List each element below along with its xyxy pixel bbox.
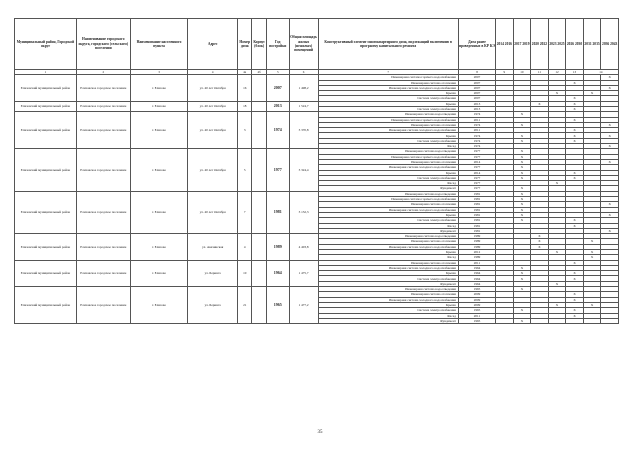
previous-repair-date: 1964 [458,271,495,276]
previous-repair-date: 1977 [458,154,495,159]
building-year: 1981 [266,191,289,233]
column-header: 2023 2025 [548,19,566,70]
previous-repair-date: 2007 [458,80,495,85]
building-settlement: Елизовское городское поселение [76,149,130,191]
element-name: Инженерная система холодного водоснабжения [318,128,458,133]
building-district: Елизовский муниципальный район [15,112,77,149]
element-name: Фасад [318,223,458,228]
previous-repair-date: 2009 [458,297,495,302]
previous-repair-date: 1974 [458,144,495,149]
building-district: Елизовский муниципальный район [15,101,77,112]
period-mark: X [566,223,584,228]
period-mark: X [566,96,584,101]
period-mark: X [513,202,531,207]
period-mark: X [513,212,531,217]
building-street: ул. 40 лет Октября [188,149,238,191]
building-street: ул. Беринга [188,260,238,286]
previous-repair-date: 1981 [458,212,495,217]
previous-repair-date: 2014 [458,170,495,175]
element-name: Инженерная система горячего водоснабжения [318,75,458,80]
element-name: Фасад [318,144,458,149]
element-name: Крыша [318,170,458,175]
period-mark: X [513,170,531,175]
period-mark: X [548,302,566,307]
period-mark: X [601,228,619,233]
period-mark: X [513,318,531,323]
period-mark: X [513,218,531,223]
period-mark: X [566,308,584,313]
element-name: Система электроснабжения [318,308,458,313]
building-year: 1974 [266,112,289,149]
building-korpus [252,260,266,286]
previous-repair-date: 1974 [458,133,495,138]
period-mark: X [513,287,531,292]
column-number: 8 [458,70,495,75]
building-korpus [252,112,266,149]
building-area: 4 403,8 [289,234,318,260]
element-name: Крыша [318,133,458,138]
column-number: 9 [496,70,514,75]
period-mark [566,318,584,323]
period-mark: X [513,138,531,143]
building-settlement: Елизовское городское поселение [76,234,130,260]
building-street: ул. 40 лет Октября [188,75,238,101]
period-mark: X [566,106,584,111]
element-name: Инженерная система отопления [318,239,458,244]
element-name: Инженерная система горячего водоснабжения [318,154,458,159]
period-mark: X [513,133,531,138]
building-street: ул. Беринга [188,287,238,324]
building-settlement: Елизовское городское поселение [76,287,130,324]
period-mark: X [566,218,584,223]
building-settlement: Елизовское городское поселение [76,75,130,101]
element-name: Инженерная система водоотведения [318,234,458,239]
previous-repair-date: 2007 [458,85,495,90]
building-locality: г. Елизово [130,234,188,260]
building-district: Елизовский муниципальный район [15,287,77,324]
period-mark: X [566,101,584,106]
period-mark: X [566,271,584,276]
column-header: 2031 2035 [583,19,601,70]
element-name: Инженерная система холодного водоснабжения [318,244,458,249]
building-house: 7 [237,191,251,233]
previous-repair-date: 1989 [458,255,495,260]
building-district: Елизовский муниципальный район [15,75,77,101]
period-mark: X [601,133,619,138]
element-name: Крыша [318,271,458,276]
building-area: 3 324,4 [289,149,318,191]
period-mark: X [601,202,619,207]
period-mark: X [548,250,566,255]
building-korpus [252,234,266,260]
element-name: Инженерная система водоотведения [318,287,458,292]
element-name: Система электроснабжения [318,138,458,143]
building-area: 1 498,2 [289,75,318,101]
previous-repair-date: 2013 [458,106,495,111]
period-mark: X [531,244,549,249]
previous-repair-date: 1981 [458,218,495,223]
building-locality: г. Елизово [130,149,188,191]
building-settlement: Елизовское городское поселение [76,101,130,112]
element-name: Система электроснабжения [318,175,458,180]
element-name: Система электроснабжения [318,106,458,111]
building-house: 3 [237,112,251,149]
previous-repair-date: 2011 [458,313,495,318]
period-mark: X [513,271,531,276]
element-name: Инженерная система отопления [318,122,458,127]
period-mark [548,318,566,323]
column-number: 12 [548,70,566,75]
element-name: Крыша [318,91,458,96]
building-locality: г. Елизово [130,101,188,112]
column-header: Корпус (блок) [252,19,266,70]
column-number: 2 [76,70,130,75]
element-name: Инженерная система водоотведения [318,112,458,117]
column-header: 2014 2016 [496,19,514,70]
period-mark: X [566,170,584,175]
building-district: Елизовский муниципальный район [15,234,77,260]
previous-repair-date: 2009 [458,292,495,297]
building-korpus [252,149,266,191]
previous-repair-date: 1974 [458,138,495,143]
period-mark: X [531,239,549,244]
period-mark: X [513,149,531,154]
element-name: Инженерная система холодного водоснабжения [318,265,458,270]
element-name: Инженерная система горячего водоснабжения [318,117,458,122]
period-mark: X [531,234,549,239]
period-mark: X [513,186,531,191]
building-korpus [252,287,266,324]
building-year: 2007 [266,75,289,101]
column-header: 2017 2019 [513,19,531,70]
period-mark: X [566,276,584,281]
previous-repair-date: 2011 [458,117,495,122]
period-mark [531,318,549,323]
column-header: Муниципальный район, Городской округ [15,19,77,70]
previous-repair-date: 2011 [458,128,495,133]
building-settlement: Елизовское городское поселение [76,260,130,286]
column-number: 7 [318,70,458,75]
previous-repair-date: 2011 [458,260,495,265]
element-name: Инженерная система отопления [318,260,458,265]
previous-repair-date: 1964 [458,276,495,281]
building-house: 21 [237,287,251,324]
building-year: 1977 [266,149,289,191]
building-settlement: Елизовское городское поселение [76,191,130,233]
column-header: Конструктивный элемент многоквартирного дома, подлежащий включению в программу капитального ремонта [318,19,458,70]
building-year: 1964 [266,260,289,286]
period-mark: X [513,165,531,170]
column-number: 10 [513,70,531,75]
element-name: Фундамент [318,281,458,286]
building-area: 3 370,8 [289,112,318,149]
previous-repair-date: 1981 [458,197,495,202]
period-mark: X [583,250,601,255]
previous-repair-date: 1977 [458,175,495,180]
element-name: Инженерная система холодного водоснабжения [318,207,458,212]
building-street: ул. 40 лет Октября [188,101,238,112]
building-district: Елизовский муниципальный район [15,149,77,191]
column-number: 6 [289,70,318,75]
element-name: Инженерная система отопления [318,80,458,85]
period-mark: X [566,117,584,122]
column-header: Наименование городского округа, городского (сельского) поселения [76,19,130,70]
period-mark [496,318,514,323]
previous-repair-date: 1974 [458,122,495,127]
previous-repair-date: 1977 [458,165,495,170]
element-name: Крыша [318,212,458,217]
column-number: 4 [188,70,238,75]
building-year: 1989 [266,234,289,260]
previous-repair-date: 1981 [458,223,495,228]
element-name: Инженерная система отопления [318,202,458,207]
period-mark: X [513,197,531,202]
previous-repair-date: 1989 [458,244,495,249]
period-mark: X [531,101,549,106]
column-number: 5 [266,70,289,75]
previous-repair-date: 1989 [458,239,495,244]
element-name: Система электроснабжения [318,96,458,101]
previous-repair-date: 1977 [458,149,495,154]
building-area: 1 524,7 [289,101,318,112]
building-locality: г. Елизово [130,112,188,149]
column-number: 11 [531,70,549,75]
column-header: 2026 2030 [566,19,584,70]
building-district: Елизовский муниципальный район [15,191,77,233]
building-year: 2013 [266,101,289,112]
building-house: 18 [237,101,251,112]
previous-repair-date: 2007 [458,96,495,101]
previous-repair-date: 2007 [458,91,495,96]
previous-repair-date: 2009 [458,302,495,307]
building-korpus [252,101,266,112]
period-mark: X [566,128,584,133]
element-name: Фасад [318,313,458,318]
building-street: ул. Авачинская [188,234,238,260]
previous-repair-date: 1981 [458,228,495,233]
element-name: Крыша [318,101,458,106]
previous-repair-date: 1977 [458,186,495,191]
previous-repair-date: 1981 [458,207,495,212]
building-house: 16 [237,75,251,101]
building-year: 1965 [266,287,289,324]
previous-repair-date: 1965 [458,287,495,292]
element-name: Инженерная система водоотведения [318,191,458,196]
period-mark: X [566,313,584,318]
element-name: Инженерная система отопления [318,292,458,297]
previous-repair-date: 2012 [458,250,495,255]
previous-repair-date: 2007 [458,75,495,80]
period-mark: X [601,122,619,127]
table-header [15,19,619,75]
previous-repair-date: 1964 [458,265,495,270]
period-mark: X [566,80,584,85]
previous-repair-date: 1989 [458,234,495,239]
previous-repair-date: 1977 [458,181,495,186]
element-name: Инженерная система горячего водоснабжения [318,197,458,202]
period-mark: X [583,255,601,260]
element-name: Инженерная система холодного водоснабжения [318,85,458,90]
period-mark: X [548,181,566,186]
column-header: Наименование населенного пункта [130,19,188,70]
period-mark: X [513,207,531,212]
building-street: ул. 40 лет Октября [188,191,238,233]
period-mark: X [583,239,601,244]
element-name: Крыша [318,302,458,307]
previous-repair-date: 1981 [458,202,495,207]
period-mark: X [601,75,619,80]
period-mark: X [513,154,531,159]
building-locality: г. Елизово [130,191,188,233]
column-number: 3 [130,70,188,75]
building-settlement: Елизовское городское поселение [76,112,130,149]
building-district: Елизовский муниципальный район [15,260,77,286]
period-mark: X [601,85,619,90]
column-header: Адрес [188,19,238,70]
column-header: Дата ранее проведенных в КР КЭ [458,19,495,70]
period-mark: X [566,297,584,302]
column-header: Год постройки [266,19,289,70]
building-korpus [252,75,266,101]
period-mark: X [566,260,584,265]
building-korpus [252,191,266,233]
previous-repair-date: 1965 [458,318,495,323]
building-house: 4 [237,234,251,260]
period-mark: X [601,144,619,149]
element-name: Инженерная система отопления [318,159,458,164]
building-house: 10 [237,260,251,286]
element-name: Фундамент [318,228,458,233]
column-header: 2036 2043 [601,19,619,70]
element-name: Система электроснабжения [318,276,458,281]
period-mark: X [513,175,531,180]
period-mark: X [601,212,619,217]
period-mark: X [548,91,566,96]
capital-repair-table [14,18,619,324]
column-number: 13 [566,70,584,75]
column-number: 1 [15,70,77,75]
period-mark: X [513,308,531,313]
column-header: Номер дома [237,19,251,70]
previous-repair-date: 1965 [458,308,495,313]
previous-repair-date: 1974 [458,112,495,117]
period-mark: X [566,292,584,297]
period-mark: X [513,265,531,270]
period-mark: X [583,91,601,96]
building-locality: г. Елизово [130,75,188,101]
element-name: Фасад [318,255,458,260]
page-number: 35 [317,430,323,435]
building-locality: г. Елизово [130,287,188,324]
element-name: Фасад [318,181,458,186]
element-name: Крыша [318,250,458,255]
period-mark [601,318,619,323]
previous-repair-date: 1981 [458,191,495,196]
period-mark: X [601,159,619,164]
previous-repair-date: 2013 [458,101,495,106]
column-number: 4а [237,70,251,75]
building-area: 1 475,7 [289,260,318,286]
column-number: 14 [583,70,618,75]
period-mark: X [566,133,584,138]
period-mark: X [513,112,531,117]
period-mark [583,318,601,323]
element-name: Система электроснабжения [318,218,458,223]
previous-repair-date: 2014 [458,159,495,164]
period-mark: X [583,302,601,307]
element-name: Фундамент [318,186,458,191]
building-street: ул. 40 лет Октября [188,112,238,149]
element-name: Инженерная система холодного водоснабжения [318,297,458,302]
period-mark: X [513,191,531,196]
building-house: 5 [237,149,251,191]
element-name: Фундамент [318,318,458,323]
period-mark: X [513,159,531,164]
period-mark: X [566,138,584,143]
element-name: Инженерная система холодного водоснабжения [318,165,458,170]
period-mark: X [513,276,531,281]
period-mark: X [548,281,566,286]
building-area: 3 132,3 [289,191,318,233]
previous-repair-date: 1964 [458,281,495,286]
element-name: Инженерная система водоотведения [318,149,458,154]
building-area: 1 477,2 [289,287,318,324]
column-header: Общая площадь жилых (нежилых) помещений [289,19,318,70]
column-number: 4б [252,70,266,75]
table-body [15,75,619,324]
period-mark: X [513,122,531,127]
building-locality: г. Елизово [130,260,188,286]
column-header: 2020 2022 [531,19,549,70]
period-mark: X [566,175,584,180]
